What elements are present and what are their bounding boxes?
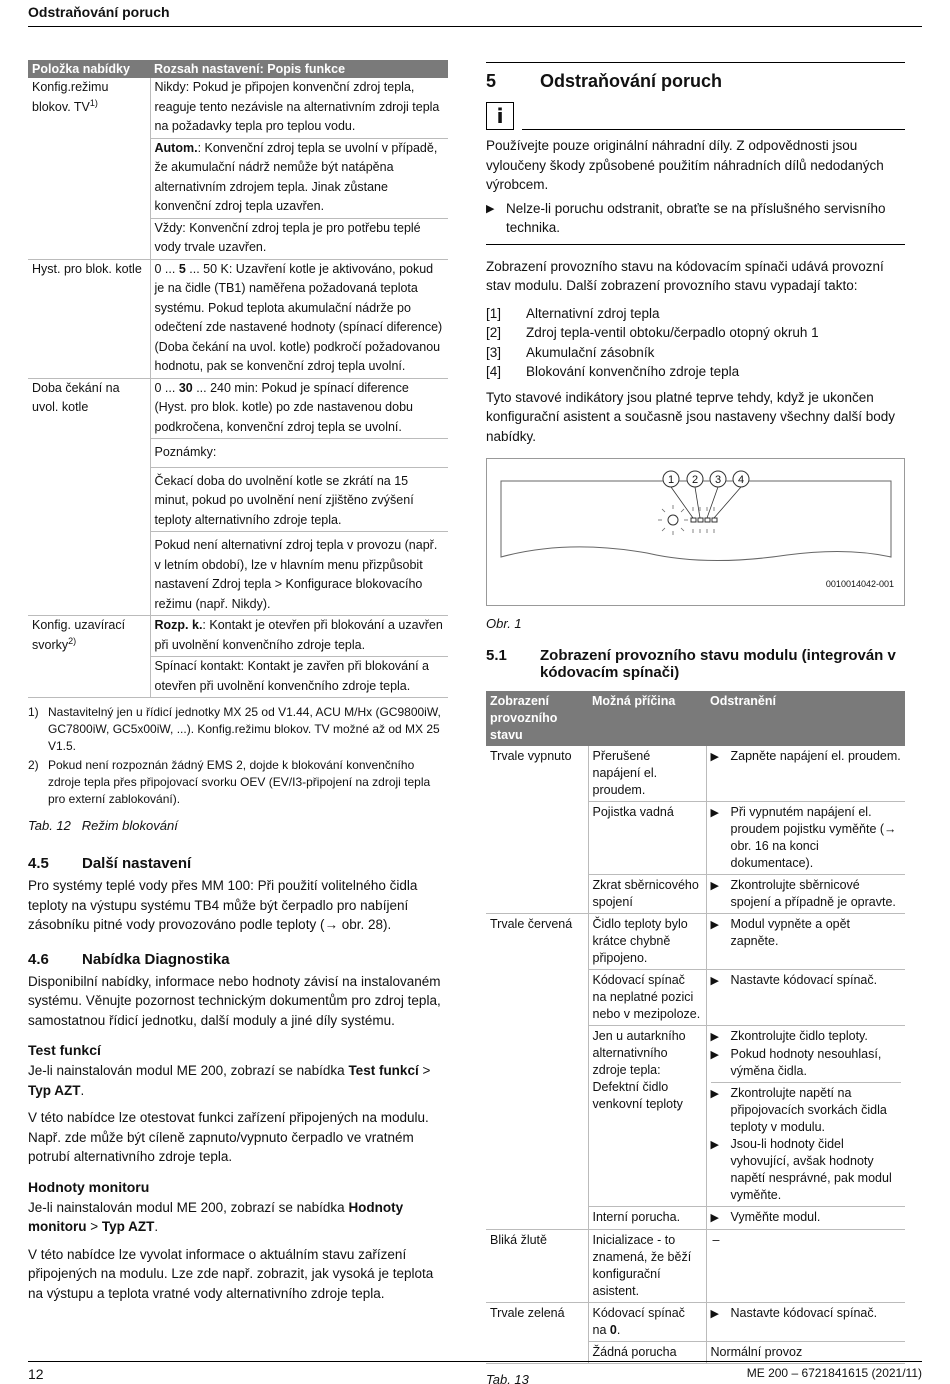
description-text: 0 ...: [154, 261, 179, 276]
description-text: : Konvenční zdroj tepla se uvolní v případě, že akumulační nádrž nemůže být natápěna alternativním zdrojem tepla. Jinak zůstane konvenční zdroj tepla uzavřen.: [154, 140, 438, 213]
table-row: [486, 1303, 905, 1342]
description-cell: Pokud není alternativní zdroj tepla v provozu (např. v letním období), lze v hlavním menu přizpůsobit nastavení Zdroj tepla > Konfigurace blokovacího režimu (např. Nikdy).: [150, 532, 448, 616]
led-indicators: [691, 518, 717, 522]
description-cell: [150, 259, 448, 378]
footnote-ref: 1): [89, 97, 98, 108]
menu-path: Hodnoty monitoru: [28, 1199, 404, 1234]
table-row: [28, 467, 448, 532]
legend-text: Zdroj tepla-ventil obtoku/čerpadlo otopný okruh 1: [526, 325, 819, 340]
menu-item-label: Konfig.režimu blokov. TV: [32, 80, 109, 114]
led: [705, 518, 710, 522]
paragraph: [28, 1198, 448, 1237]
section-5: [486, 62, 905, 1384]
cause-text: Kódovací spínač na: [592, 1306, 685, 1337]
callout-label: 2: [691, 474, 699, 486]
description-text: : Kontakt je otevřen při blokování a uzavřen při uvolnění konvenčního zdroje tepla.: [154, 618, 443, 652]
footnote: [28, 704, 448, 755]
callout-label: 3: [714, 474, 722, 486]
cause-text: .: [616, 1323, 621, 1337]
table-header-row: [28, 60, 448, 78]
right-column: [486, 62, 905, 1384]
description-cell: [150, 378, 448, 439]
remedy-cell: [706, 970, 905, 1026]
bullet-text: Nelze-li poruchu odstranit, obraťte se na příslušného servisního technika.: [506, 200, 886, 235]
status-cell: [486, 1207, 588, 1230]
footnote-ref: 2): [68, 635, 77, 646]
callout-label: 4: [737, 474, 745, 486]
section-number: 4.6: [28, 950, 49, 968]
callout-label: 1: [667, 474, 675, 486]
footnote-text: Pokud není rozpoznán žádný EMS 2, dojde k blokování konvenčního zdroje tepla přes připojovací svorku OEV (EV/I3-připojení na zdroji tepla pro externí zablokování).: [48, 758, 431, 806]
bullet-arrow-icon: ▶: [710, 919, 719, 931]
legend-key: [2]: [486, 325, 502, 340]
section-title: Nabídka Diagnostika: [82, 950, 230, 968]
table-row: [28, 532, 448, 616]
table-row: [28, 616, 448, 657]
figure-1: [486, 458, 905, 606]
bold-term: 5: [178, 261, 186, 276]
document-id: ME 200 – 6721841615 (2021/11): [746, 1366, 922, 1380]
legend-list: [486, 304, 905, 382]
table-header-row: [486, 691, 905, 746]
led: [698, 518, 703, 522]
empty-cell: [28, 657, 150, 698]
paragraph: V této nabídce lze vyvolat informace o aktuálním stavu zařízení připojených na modulu. Lze zde např. zobrazit, jak vysoká je teplota na výstupu a teplota vratné vody alternativního zdroje tepla.: [28, 1246, 434, 1301]
remedy-text: Zapněte napájení el. proudem.: [730, 749, 901, 763]
empty-cell: [28, 138, 150, 218]
table-row: [486, 875, 905, 914]
table-header-cell: Zobrazení provozního stavu: [486, 691, 588, 746]
table-13: [486, 691, 905, 1364]
section-heading: [486, 647, 905, 681]
remedy-text: Jsou-li hodnoty čidel vyhovující, avšak hodnoty napětí nesprávné, pak modul vyměňte.: [730, 1137, 892, 1202]
remedy-cell: [706, 1303, 905, 1342]
legend-item: [486, 343, 905, 363]
table-row: [28, 78, 448, 138]
description-cell: Nikdy: Pokud je připojen konvenční zdroj tepla, reaguje tento nezávisle na alternativním zdroji tepla na požadavky tepla pro teplou vodu.: [150, 78, 448, 138]
empty-cell: [28, 439, 150, 468]
bullet-arrow-icon: ▶: [710, 1212, 719, 1224]
table-header-cell: Odstranění: [706, 691, 905, 746]
legend-key: [3]: [486, 344, 502, 360]
legend-item: [486, 323, 905, 343]
table-12: [28, 60, 448, 698]
remedy-text: Vyměňte modul.: [730, 1210, 821, 1224]
table-row: [28, 378, 448, 439]
remedy-cell: [706, 875, 905, 914]
table-caption: Tab. 13: [486, 1372, 529, 1384]
footnote-text: Nastavitelný jen u řídicí jednotky MX 25 od V1.44, ACU M/Hx (GC9800iW, GC7800iW, GC5x00iW, ...). Konfig.režimu blokov. TV možné až od MX 25 V1.5.: [48, 705, 441, 753]
status-cell: [486, 1026, 588, 1207]
remedy-cell: Normální provoz: [706, 1342, 905, 1364]
figure-caption: Obr. 1: [486, 616, 522, 631]
description-text: ... 240 min: Pokud je spínací diference (Hyst. pro blok. kotle) po zde nastavenou dobu podkročena, konvenční zdroj tepla se uvolní.: [154, 380, 413, 434]
footnote: [28, 757, 448, 808]
legend-key: [4]: [486, 364, 502, 379]
empty-cell: [28, 218, 150, 259]
bold-term: 30: [178, 380, 193, 395]
chapter-title: Odstraňování poruch: [540, 71, 723, 91]
table-row: [28, 218, 448, 259]
description-text: ... 50 K: Uzavření kotle je aktivováno, pokud je na čidle (TB1) naměřena požadovaná teplota systému. Pokud teplota akumulační nádrže po odečtení zde nastavené hodnoty (spínací diference) (Doba čekání na uvol. kotle) podkročí požadovanou hodnotu, pak se konvenční zdroj tepla uvolní.: [154, 261, 443, 373]
table-row: [28, 138, 448, 218]
bullet-arrow-icon: ▶: [710, 1049, 719, 1061]
remedy-text: Při vypnutém napájení el. proudem pojistku vyměňte (→ obr. 16 na konci dokumentace).: [730, 805, 897, 870]
remedy-text: Nastavte kódovací spínač.: [730, 1306, 878, 1320]
paragraph: V této nabídce lze otestovat funkci zařízení připojených na modulu. Např. zde může být cíleně zapnuto/vypnuto čerpadlo ve vratném potrubí alternativního zdroje tepla.: [28, 1110, 429, 1164]
section-title: Zobrazení provozního stavu modulu (integrován v kódovacím spínači): [540, 647, 896, 681]
menu-path: Typ AZT: [28, 1082, 81, 1098]
table-row: [486, 802, 905, 875]
legend-item: [486, 304, 905, 324]
menu-item-cell: [28, 78, 150, 138]
remedy-cell: [706, 1026, 905, 1207]
remedy-text: Nastavte kódovací spínač.: [730, 973, 878, 987]
menu-path: Test funkcí: [348, 1063, 419, 1078]
description-cell: [150, 138, 448, 218]
left-column: [28, 60, 448, 1311]
remedy-cell: [706, 1207, 905, 1230]
text: .: [154, 1219, 159, 1234]
description-text: 0 ...: [154, 380, 179, 395]
figure-id: 0010014042-001: [825, 579, 894, 589]
legend-item: [486, 362, 905, 382]
bold-term: Autom.: [154, 140, 198, 155]
description-cell: Spínací kontakt: Kontakt je zavřen při blokování a otevřen při uvolnění konvenčního zdroje tepla.: [150, 657, 448, 698]
table-row: [28, 259, 448, 378]
footnotes: [28, 704, 448, 808]
remedy-text: Zkontrolujte sběrnicové spojení a případně je opravte.: [730, 878, 896, 909]
menu-item-label: Konfig. uzavírací svorky: [32, 618, 126, 652]
coding-switch: [668, 515, 678, 525]
table-caption: Tab. 12 Režim blokování: [28, 818, 178, 833]
status-cell: Trvale zelená: [490, 1306, 565, 1320]
section-number: 4.5: [28, 855, 49, 872]
cause-cell: Pojistka vadná: [588, 802, 706, 875]
info-rule: [522, 129, 905, 130]
running-header: Odstraňování poruch: [28, 4, 170, 20]
cause-cell: Přerušené napájení el. proudem.: [588, 746, 706, 802]
description-cell: Poznámky:: [150, 439, 448, 468]
legend-key: [1]: [486, 305, 502, 321]
cause-cell: [588, 1303, 706, 1342]
bullet-item: [486, 199, 905, 238]
remedy-text: Zkontrolujte čidlo teploty.: [730, 1029, 868, 1043]
empty-cell: [28, 467, 150, 532]
remedy-text: Pokud hodnoty nesouhlasí, výměna čidla.: [730, 1047, 882, 1078]
table-row: [486, 1230, 905, 1303]
section-title: Další nastavení: [82, 855, 192, 872]
table-row: [486, 1207, 905, 1230]
empty-cell: [28, 532, 150, 616]
bullet-arrow-icon: ▶: [710, 1139, 719, 1151]
bold-term: Rozp. k.: [154, 618, 203, 632]
text: Je-li nainstalován modul ME 200, zobrazí se nabídka: [28, 1063, 349, 1078]
cause-cell: Jen u autarkního alternativního zdroje tepla: Defektní čidlo venkovní teploty: [588, 1026, 706, 1207]
bullet-arrow-icon: ▶: [710, 1088, 719, 1100]
section-heading: [28, 951, 448, 968]
page-number: 12: [28, 1366, 44, 1382]
menu-item-cell: [28, 616, 150, 657]
legend-text: Akumulační zásobník: [526, 344, 655, 360]
status-cell: [486, 802, 588, 875]
section-number: 5.1: [486, 647, 507, 664]
footnote-number: 2): [28, 758, 39, 772]
callout-lines: [671, 487, 741, 518]
status-cell: [486, 875, 588, 914]
description-cell: [150, 616, 448, 657]
text: Je-li nainstalován modul ME 200, zobrazí se nabídka: [28, 1199, 349, 1215]
menu-item-cell: Hyst. pro blok. kotle: [28, 259, 150, 378]
text: >: [418, 1063, 431, 1078]
remedy-text: Zkontrolujte napětí na připojovacích svorkách čidla teploty v modulu.: [730, 1086, 887, 1134]
menu-path: Typ AZT: [101, 1219, 155, 1234]
remedy-cell: [706, 914, 905, 970]
text: .: [80, 1082, 85, 1098]
legend-text: Blokování konvenčního zdroje tepla: [526, 364, 740, 379]
header-rule: [28, 26, 922, 27]
cause-cell: Kódovací spínač na neplatné pozici nebo v mezipoloze.: [588, 970, 706, 1026]
menu-item-cell: Doba čekání na uvol. kotle: [32, 380, 120, 414]
cause-cell: Čidlo teploty bylo krátce chybně připojeno.: [588, 914, 706, 970]
table-header-cell: Položka nabídky: [28, 60, 150, 78]
status-cell: Trvale vypnuto: [490, 749, 572, 763]
bullet-arrow-icon: ▶: [486, 202, 495, 215]
text: >: [86, 1219, 102, 1234]
table-header-cell: Rozsah nastavení: Popis funkce: [150, 60, 448, 78]
bullet-arrow-icon: ▶: [710, 975, 719, 987]
status-cell: [486, 970, 588, 1026]
footnote-number: 1): [28, 705, 39, 719]
legend-text: Alternativní zdroj tepla: [526, 305, 660, 321]
callout-circles: [663, 471, 749, 487]
remedy-cell: [706, 746, 905, 802]
table-row: [486, 914, 905, 970]
table-row: [486, 746, 905, 802]
bold-term: 0: [609, 1323, 617, 1337]
info-icon: i: [486, 102, 514, 130]
cause-cell: Interní porucha.: [588, 1207, 706, 1230]
remedy-cell: [706, 802, 905, 875]
table-header-cell: Možná příčina: [588, 691, 706, 746]
status-cell: Trvale červená: [490, 917, 573, 931]
description-cell: Vždy: Konvenční zdroj tepla je pro potřebu teplé vody trvale uzavřen.: [150, 218, 448, 259]
status-cell: Bliká žlutě: [486, 1230, 588, 1303]
chapter-number: 5: [486, 71, 497, 91]
remedy-text: Modul vypněte a opět zapněte.: [730, 917, 851, 948]
table-row: [486, 970, 905, 1026]
bullet-arrow-icon: ▶: [710, 1308, 719, 1320]
chapter-heading: [486, 71, 905, 92]
remedy-text: –: [712, 1233, 720, 1247]
info-text: Používejte pouze originální náhradní díly. Z odpovědnosti jsou vyloučeny škody způsobené použitím náhradních dílů nedodaných výrobcem.: [486, 138, 884, 192]
footer-rule: [28, 1361, 922, 1362]
bullet-arrow-icon: ▶: [710, 751, 719, 763]
led: [691, 518, 696, 522]
section-heading: [28, 855, 448, 872]
cause-cell: Žádná porucha: [588, 1342, 706, 1364]
paragraph: [28, 1061, 448, 1100]
paragraph: Zobrazení provozního stavu na kódovacím spínači udává provozní stav modulu. Další zobrazení provozního stavu vypadají takto:: [486, 258, 884, 293]
divider: [486, 244, 905, 245]
remedy-cell: [706, 1230, 905, 1303]
led: [712, 518, 717, 522]
table-row: [486, 1026, 905, 1207]
bullet-arrow-icon: ▶: [710, 1031, 719, 1043]
description-cell: Čekací doba do uvolnění kotle se zkrátí na 15 minut, pokud po uvolnění není zjištěno zvýšení teploty alternativního zdroje tepla.: [150, 467, 448, 532]
subheading: Test funkcí: [28, 1042, 101, 1058]
cause-cell: Inicializace - to znamená, že běží konfigurační asistent.: [588, 1230, 706, 1303]
bullet-arrow-icon: ▶: [710, 880, 719, 892]
paragraph: Tyto stavové indikátory jsou platné teprve tehdy, když je ukončen konfigurační asistent a současně jsou nastaveny všechny další body nabídky.: [486, 389, 895, 444]
table-row: [28, 439, 448, 468]
subheading: Hodnoty monitoru: [28, 1178, 150, 1195]
paragraph: Pro systémy teplé vody přes MM 100: Při použití volitelného čidla teploty na výstupu systému TB4 může být čerpadlo pro nabíjení zásobníku pitné vody provozováno podle teploty (→ obr. 28).: [28, 878, 418, 932]
table-row: [28, 657, 448, 698]
cause-cell: Zkrat sběrnicového spojení: [588, 875, 706, 914]
paragraph: Disponibilní nabídky, informace nebo hodnoty závisí na instalovaném systému. Věnujte pozornost technickým dokumentům pro zdroj tepla, samostatnou řídicí jednotku, další moduly a jiné díly systému.: [28, 973, 441, 1028]
info-notice: [486, 102, 905, 130]
bullet-arrow-icon: ▶: [710, 807, 719, 819]
